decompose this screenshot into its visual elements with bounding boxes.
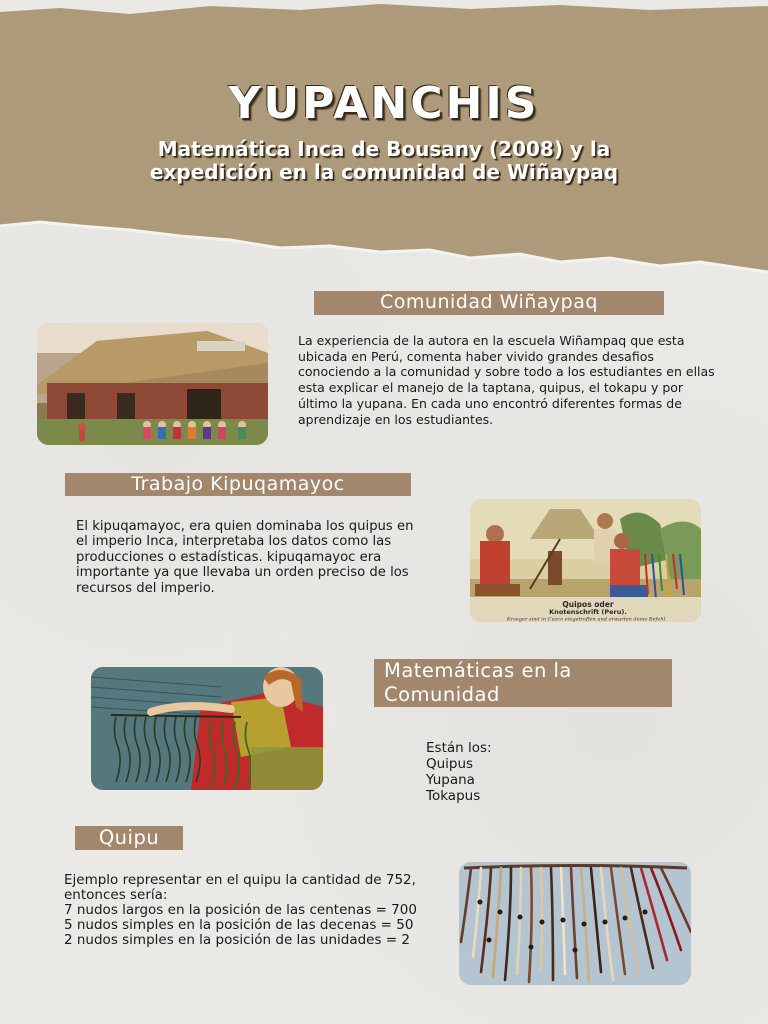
math-list-item: Yupana bbox=[426, 772, 475, 788]
photo-quipu-cords bbox=[459, 862, 691, 985]
page-title: YUPANCHIS bbox=[228, 78, 540, 129]
heading-trabajo: Trabajo Kipuqamayoc bbox=[65, 473, 411, 496]
text-quipu: Ejemplo representar en el quipu la cantidad de 752, entonces sería: 7 nudos largos en la posición de las centenas = 700 5 nudos simples en la posición de las decenas = 50 2 nudos simples en la posición de las unidades = 2 bbox=[64, 872, 417, 949]
quipu-caption-3: Kroeger sind in Cuzco eingetroffen und erwarten deine Befehl bbox=[506, 616, 666, 622]
photo-quipu-weaver bbox=[91, 667, 323, 790]
quipu-caption-1: Quipos oder bbox=[562, 600, 614, 609]
heading-comunidad: Comunidad Wiñaypaq bbox=[314, 291, 664, 315]
page-subtitle: Matemática Inca de Bousany (2008) y la expedición en la comunidad de Wiñaypaq bbox=[149, 137, 619, 184]
math-list-item: Quipus bbox=[426, 756, 474, 772]
photo-quipu-illustration bbox=[470, 499, 701, 622]
text-comunidad: La experiencia de la autora en la escuela Wiñampaq que esta ubicada en Perú, comenta haber vivido grandes desafios conociendo a la comunidad y sobre todo a los estudiantes en ellas esta explicar el manejo de la taptana, quipus, el tokapu y por último la yupana. En cada uno encontró diferentes formas de aprendizaje en los estudiantes. bbox=[298, 333, 715, 427]
heading-matematicas bbox=[374, 659, 672, 707]
quipu-caption-2: Knotenschrift (Peru). bbox=[549, 608, 627, 616]
photo-school-building bbox=[37, 323, 268, 445]
math-list-intro: Están los: bbox=[426, 740, 492, 756]
heading-matematicas-line1: Matemáticas en la bbox=[384, 659, 572, 682]
text-trabajo: El kipuqamayoc, era quien dominaba los quipus en el imperio Inca, interpretaba los datos como las producciones o estadísticas. kipuqamayoc era importante ya que llevaba un orden preciso de los recursos del imperio. bbox=[76, 519, 414, 596]
math-list bbox=[426, 740, 626, 804]
heading-matematicas-line2: Comunidad bbox=[384, 683, 500, 706]
math-list-item: Tokapus bbox=[426, 788, 481, 804]
heading-quipu: Quipu bbox=[75, 826, 183, 850]
